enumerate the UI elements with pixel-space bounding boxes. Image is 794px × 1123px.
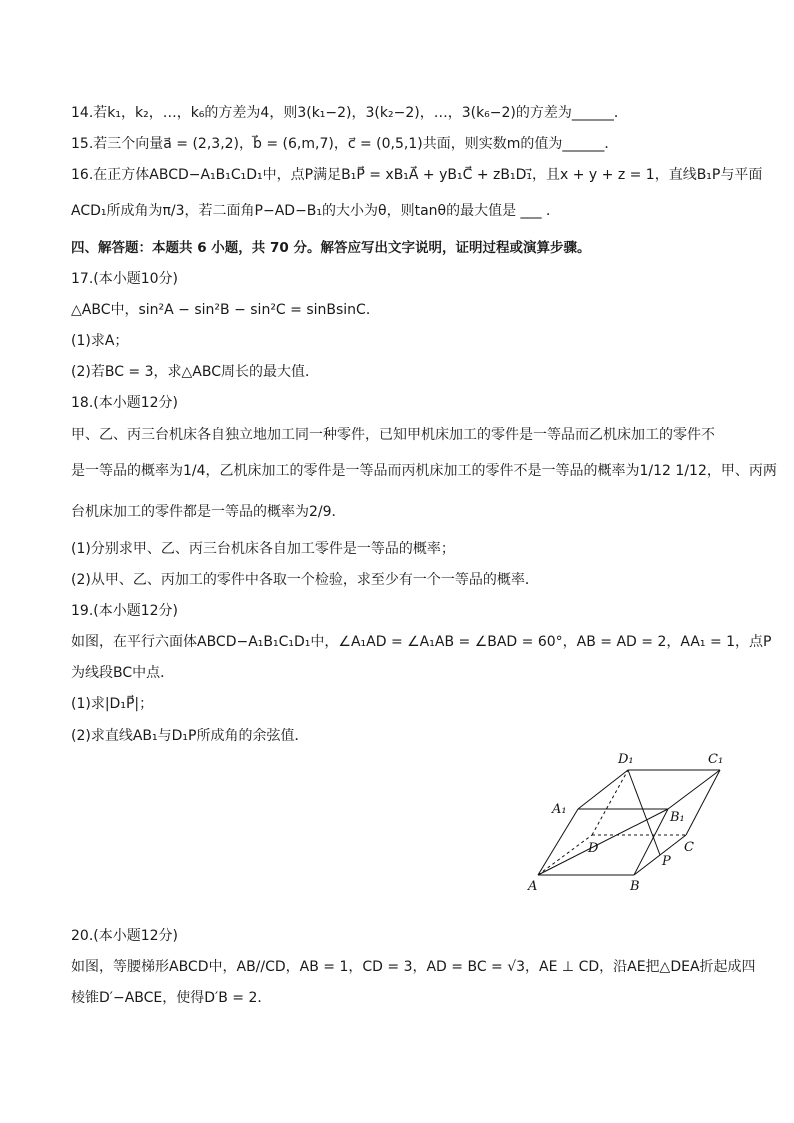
parallelepiped-figure xyxy=(520,745,750,895)
q19-heading: 19.(本小题12分) xyxy=(71,603,179,619)
q18-stem-3: 台机床加工的零件都是一等品的概率为2/9． xyxy=(71,504,346,520)
q16-line-2: ACD₁所成角为π/3，若二面角P−AD−B₁的大小为θ，则tanθ的最大值是 ___ ． xyxy=(71,203,561,219)
edge-c-c1 xyxy=(686,770,720,835)
q18-stem-2: 是一等品的概率为1/4，乙机床加工的零件是一等品而丙机床加工的零件不是一等品的概率为1/12 1/12，甲、丙两 xyxy=(71,463,777,479)
q17-stem: △ABC中，sin²A − sin²B − sin²C = sinBsinC． xyxy=(71,302,380,318)
q18-part1: (1)分别求甲、乙、丙三台机床各自加工零件是一等品的概率； xyxy=(71,541,455,557)
label-p: P xyxy=(662,854,671,869)
edge-b1-c1 xyxy=(668,770,720,809)
label-d1: D₁ xyxy=(618,752,634,767)
q14-line: 14.若k₁，k₂，…，k₆的方差为4，则3(k₁−2)，3(k₂−2)，…，3(k₆−2)的方差为______． xyxy=(71,105,628,121)
segment-d1-p xyxy=(628,770,660,855)
label-c: C xyxy=(684,840,694,855)
q17-heading: 17.(本小题10分) xyxy=(71,271,179,287)
edge-a-d xyxy=(538,835,592,875)
q16-line-1: 16.在正方体ABCD−A₁B₁C₁D₁中，点P满足B₁P⃗ = xB₁A⃗ + yB₁C⃗ + zB₁D₁⃗，且x + y + z = 1，直线B₁P与平面 xyxy=(71,167,763,183)
q17-part1: (1)求A； xyxy=(71,333,129,349)
q19-stem-1: 如图，在平行六面体ABCD−A₁B₁C₁D₁中，∠A₁AD = ∠A₁AB = ∠BAD = 60°，AB = AD = 2，AA₁ = 1，点P xyxy=(71,634,772,650)
label-b1: B₁ xyxy=(670,810,685,825)
edge-d-d1 xyxy=(592,770,628,835)
q19-stem-2: 为线段BC中点． xyxy=(71,665,175,681)
label-a: A xyxy=(528,879,538,894)
label-a1: A₁ xyxy=(552,802,567,817)
q18-part2: (2)从甲、乙、丙加工的零件中各取一个检验，求至少有一个一等品的概率． xyxy=(71,572,539,588)
section-heading: 四、解答题：本题共 6 小题，共 70 分。解答应写出文字说明，证明过程或演算步骤。 xyxy=(71,240,591,256)
q20-heading: 20.(本小题12分) xyxy=(71,928,179,944)
label-b: B xyxy=(630,879,640,894)
q18-stem-1: 甲、乙、丙三台机床各自独立地加工同一种零件，已知甲机床加工的零件是一等品而乙机床加工的零件不 xyxy=(71,427,715,443)
label-c1: C₁ xyxy=(708,752,724,767)
label-d: D xyxy=(588,841,599,856)
q17-part2: (2)若BC = 3，求△ABC周长的最大值． xyxy=(71,364,319,380)
q19-part2: (2)求直线AB₁与D₁P所成角的余弦值． xyxy=(71,728,309,744)
q20-stem-1: 如图，等腰梯形ABCD中，AB//CD，AB = 1，CD = 3，AD = BC = √3，AE ⊥ CD，沿AE把△DEA折起成四 xyxy=(71,959,756,975)
q18-heading: 18.(本小题12分) xyxy=(71,395,179,411)
q19-part1: (1)求|D₁P⃗|； xyxy=(71,696,154,712)
q15-line: 15.若三个向量a⃗ = (2,3,2)，b⃗ = (6,m,7)，c⃗ = (0,5,1)共面，则实数m的值为______． xyxy=(71,136,619,152)
q20-stem-2: 棱锥D′−ABCE，使得D′B = 2． xyxy=(71,990,272,1006)
edge-a1-d1 xyxy=(578,770,628,809)
